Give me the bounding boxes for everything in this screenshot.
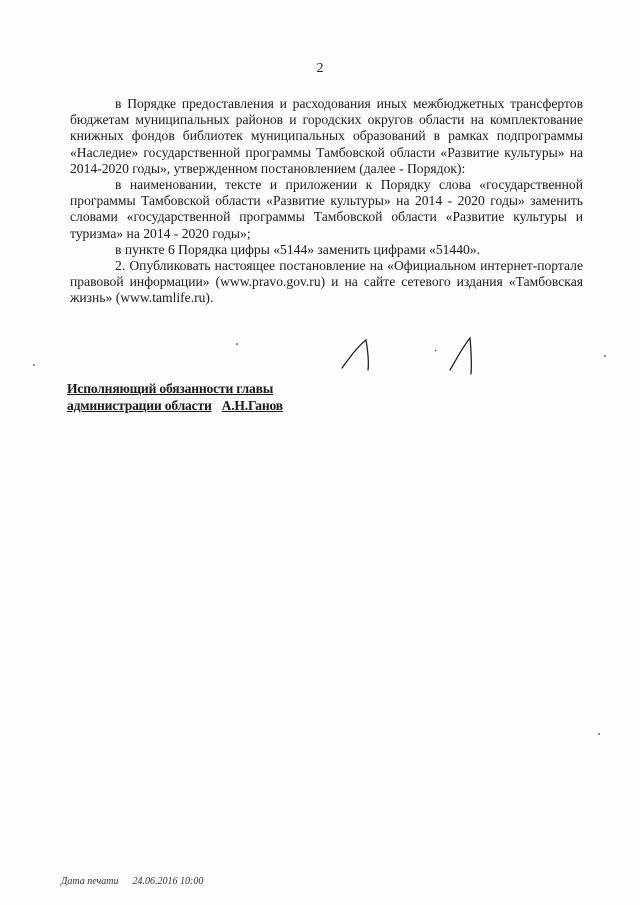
paragraph-amendment-title: в наименовании, тексте и приложении к Порядку слова «государственной программы Тамбовской области «Развитие культуры» на 2014 - 2020 годы» заменить словами «государственной программы Тамбовской области «Развитие культуры и туризма» на 2014 - 2020 годы»;: [70, 177, 583, 241]
signer-position-line2: администрации области: [67, 397, 212, 413]
scan-speck: [598, 733, 600, 735]
document-body: [70, 96, 583, 307]
signer-name: А.Н.Ганов: [221, 397, 283, 413]
print-date: [61, 876, 203, 887]
scan-speck: [236, 343, 238, 345]
page-number: 2: [316, 61, 324, 76]
paragraph-publication: 2. Опубликовать настоящее постановление на «Официальном интернет-портале правовой информации» (www.pravo.gov.ru) и на сайте сетевого издания «Тамбовская жизнь» (www.tamlife.ru).: [70, 258, 583, 306]
signer-block: [67, 381, 283, 414]
print-date-value: 24.06.2016 10:00: [132, 876, 204, 887]
paragraph-amendment-intro: в Порядке предоставления и расходования иных межбюджетных трансфертов бюджетам муниципальных районов и городских округов области на комплектование книжных фондов библиотек муниципальных образований в рамках подпрограммы «Наследие» государственной программы Тамбовской области «Развитие культуры» на 2014-2020 годы», утвержденном постановлением (далее - Порядок):: [70, 96, 583, 176]
handwritten-signature: [338, 330, 498, 380]
scan-speck: [33, 364, 35, 366]
paragraph-amendment-point6: в пункте 6 Порядка цифры «5144» заменить цифрами «51440».: [115, 241, 480, 257]
scan-speck: [604, 355, 606, 357]
print-date-label: Дата печати: [61, 876, 119, 887]
signer-position-line1: Исполняющий обязанности главы: [67, 381, 274, 396]
